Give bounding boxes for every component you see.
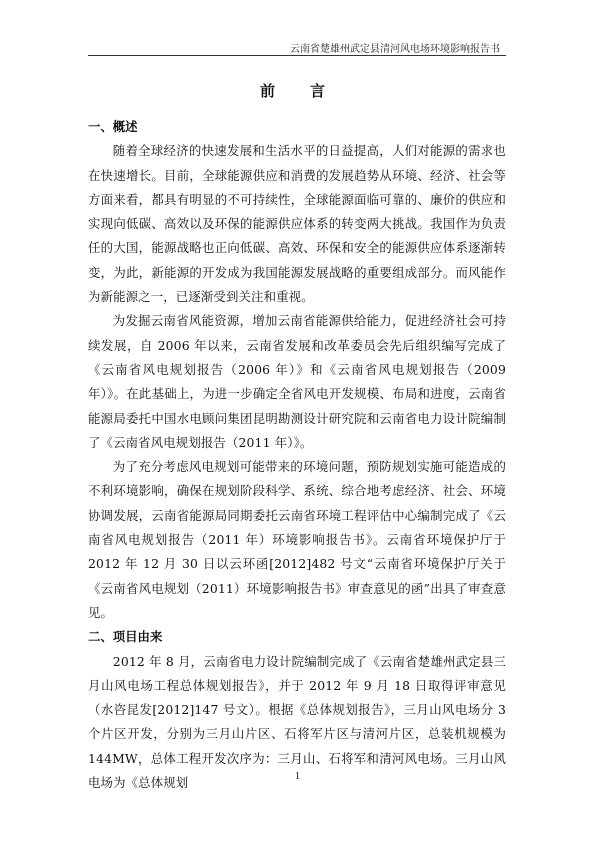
paragraph: 为发掘云南省风能资源，增加云南省能源供给能力，促进经济社会可持续发展，自 2006 年以来，云南省发展和改革委员会先后组织编写完成了《云南省风电规划报告（2006 年）》和《云南省风电规划报告（2009 年）》。在此基础上，为进一步确定全省风电开发规模、布局和进度，云南省能源局委托中国水电顾问集团昆明勘测设计研究院和云南省电力设计院编制了《云南省风电规划报告（2011 年）》。 [88, 313, 506, 450]
document-body [88, 115, 506, 795]
header-rule [88, 55, 506, 56]
section-heading-project-origin: 二、项目由来 [88, 629, 163, 645]
page-number: 1 [295, 771, 300, 782]
paragraph: 为了充分考虑风电规划可能带来的环境问题，预防规划实施可能造成的不利环境影响，确保在规划阶段科学、系统、综合地考虑经济、社会、环境协调发展，云南省能源局同期委托云南省环境工程评估中心编制完成了《云南省风电规划报告（2011 年）环境影响报告书》。云南省环境保护厅于 2012 年 12 月 30 日以云环函[2012]482 号文“云南省环境保护厅关于《云南省风电规划（2011）环境影响报告书》审查意见的函”出具了审查意见。 [88, 459, 506, 620]
page-title: 前 言 [259, 82, 335, 100]
section-heading-overview: 一、概述 [88, 119, 138, 134]
paragraph: 2012 年 8 月，云南省电力设计院编制完成了《云南省楚雄州武定县三月山风电场工程总体规划报告》，并于 2012 年 9 月 18 日取得评审意见（水咨昆发[2012]147 号文）。根据《总体规划报告》，三月山风电场分 3 个片区开发，分别为三月山片区、石将军片区与清河片区，总装机规模为 144MW，总体工程开发次序为：三月山、石将军和清河风电场。三月山风电场为《总体规划 [88, 653, 506, 791]
paragraph: 随着全球经济的快速发展和生活水平的日益提高，人们对能源的需求也在快速增长。目前，全球能源供应和消费的发展趋势从环境、经济、社会等方面来看，都具有明显的不可持续性，全球能源面临可靠的、廉价的供应和实现向低碳、高效以及环保的能源供应体系的转变两大挑战。我国作为负责任的大国，能源战略也正向低碳、高效、环保和安全的能源供应体系逐渐转变，为此，新能源的开发成为我国能源发展战略的重要组成部分。而风能作为新能源之一，已逐渐受到关注和重视。 [88, 143, 506, 305]
running-header: 云南省楚雄州武定县清河风电场环境影响报告书 [290, 44, 500, 55]
